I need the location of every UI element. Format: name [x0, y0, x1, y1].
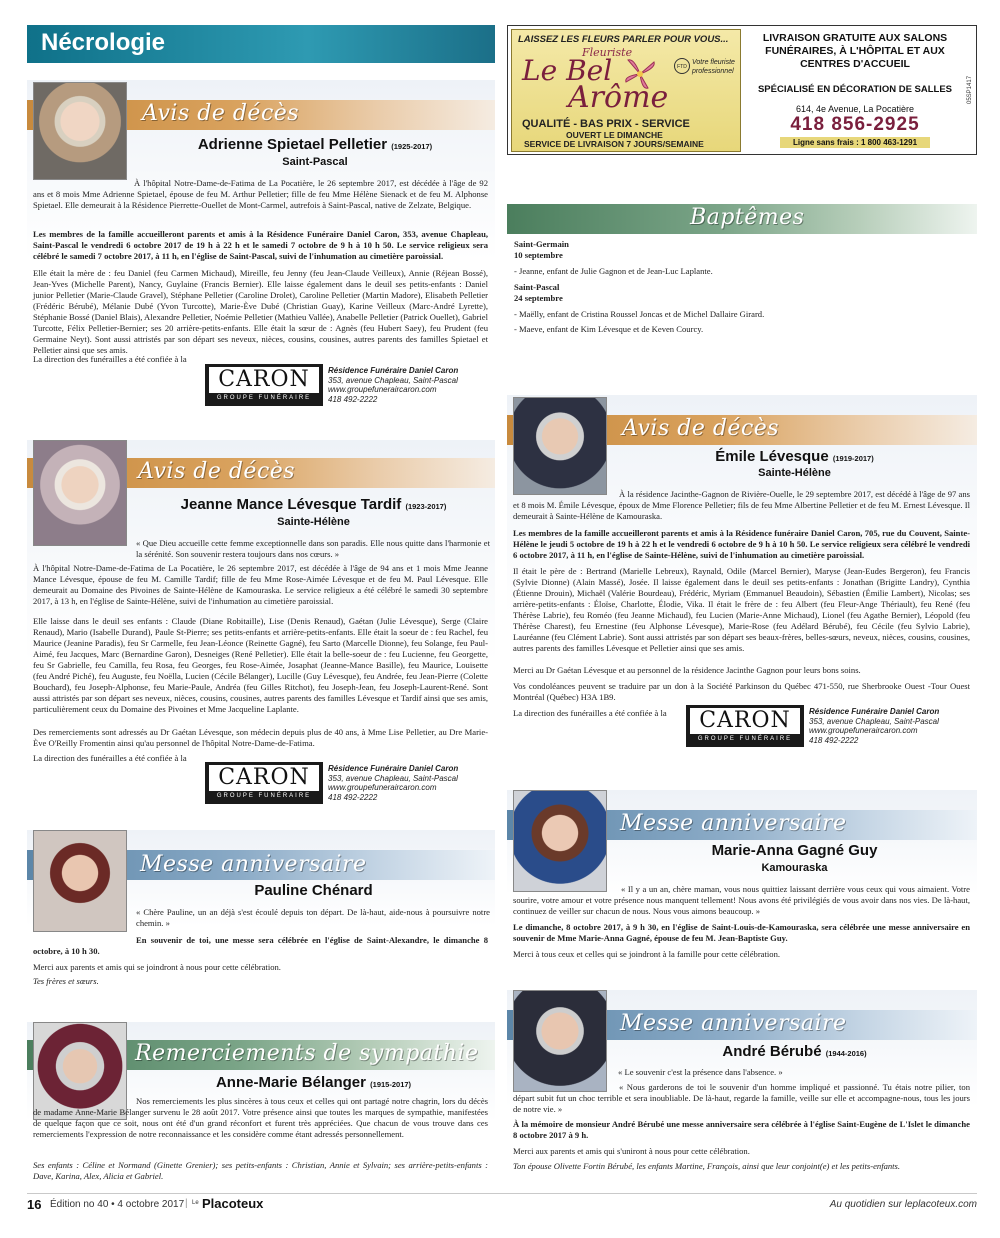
name-text: Émile Lévesque: [715, 448, 829, 465]
section-header: [27, 25, 495, 63]
name-text: André Bérubé: [722, 1043, 822, 1060]
ad-code: 05SP1417: [967, 75, 973, 104]
baptism-place: Saint-Germain: [514, 239, 569, 249]
paragraph: Elle était la mère de : feu Daniel (feu Carmen Michaud), Mireille, feu Jenny (feu Jean-Claude Veilleux), Annie (Réjean Bossé), Jean-Yves (Michelle Parent), Nancy, Guylaine (Francis Bernier). Elle laisse également dans le deuil ses petits-enfants : Daniel junior Pelletier (Marie-Claude Gravel), Stéphane Pelletier (Caroline Drolet), Caroline Pelletier (Martin Madore), Elisabeth Pelletier (Frédéric Bérubé), Mélanie Dubé (Yvon Turcotte), Marie-Ève Dubé (Christian Guay), Karine Veilleux (Marc-André Lyrette), Stéphanie Bossé (Daniel Blais), Alexandre Pelletier, Noémie Pelletier (Mathieu Vallée), Anabelle Pelletier (Patrick Ouellet), Gabriel Turcotte, Félix Pelletier-Bernier; ses 20 arrière-petits-enfants. Elle était la sœur de : Agnès (feu Hubert Saey), feu Prudent (feu Germaine Neyt). Sont aussi attristés par son départ ses neveux, nièces, cousins, cousines, autres parents des familles Spietael et Pelletier ainsi que ses amis.: [33, 268, 488, 355]
portrait-photo: [513, 990, 607, 1092]
caron-web[interactable]: www.groupefuneraircaron.com: [809, 726, 918, 735]
portrait-photo: [513, 397, 607, 495]
ad-sans-frais: Ligne sans frais : 1 800 463-1291: [780, 137, 930, 148]
florist-ad[interactable]: [507, 25, 977, 155]
caron-wordmark: CARON: [209, 367, 319, 393]
paragraph: Les membres de la famille accueilleront parents et amis à la Résidence funéraire Daniel Caron, 705, rue du Couvent, Sainte-Hélène le jeudi 5 octobre de 19 h à 22 h et le vendredi 6 octobre de 9 h à 10 h 50. Le service religieux sera célébré le vendredi 6 octobre 2017, à 11 h, en l'église de Sainte-Hélène, suivi de l'inhumation au cimetière paroissial.: [513, 528, 970, 560]
banner-title: Avis de décès: [138, 459, 296, 484]
caron-logo: [205, 364, 323, 406]
ad-phone[interactable]: 418 856-2925: [790, 114, 920, 135]
years-text: (1923-2017): [405, 502, 447, 511]
paragraph: À la mémoire de monsieur André Bérubé une messe anniversaire sera célébrée à l'église Saint-Eugène de L'Islet le dimanche 8 octobre 2017 à 9 h.: [513, 1119, 970, 1140]
caron-phone: 418 492-2222: [809, 735, 859, 745]
paragraph: Merci au Dr Gaétan Lévesque et au personnel de la résidence Jacinthe Gagnon pour leurs bons soins.: [513, 665, 861, 675]
paragraph: Elle laisse dans le deuil ses enfants : Claude (Diane Robitaille), Lise (Denis Renaud), Gaétan (Julie Lévesque), Serge (Claire Renaud), Mario (Isabelle Durand), Paule St-Pierre; ses petits-enfants et arrière-petits-enfants. Elle était la soeur de : feu Rachel, feu Maurice (Jeanine Paradis), feu Sr Carmelle, feu Jean-Léonce (Reinette Gagné), feu Sarto (Marcelle Dionne), feu Solange, feu Paul-Aimé, feu Jacques, Marc (Bernardine Garon), Desneiges (René Pelletier). Elle était la belle-soeur de : feu Lucienne, feu Georgette, feu Sr Gabrielle, feu Camilla, feu Rosa, feu Georges, feu Rose-Aimée, Josaphat (Jeanne-Mance Basille), feu Maurice, Louisette (feu André Piché), feu Auguste, feu Noëlla, Lucien (Cécile Bélanger), Lucille (Guy Lévesque), feu Andrée, feu Jean-Pierre (Colette Bouchard), feu Joseph-Alphonse, feu Marie-Paule, Andréa (feu Gilles Ritchot), feu Joseph-Jean, feu Joseph-Laurent-René. Sont aussi attristés par son départ ses neveux, nièces, cousins, cousines, autres parents des familles Lévesque et Tardif ainsi que ses amis, particulièrement ceux du Domaine des Pivoines et Mme Jacqueline Laplante.: [33, 616, 488, 714]
paragraph: À la résidence Jacinthe-Gagnon de Rivière-Ouelle, le 29 septembre 2017, est décédé à l'âge de 97 ans et 8 mois M. Émile Lévesque, époux de Mme Florence Pelletier; fils de feu Mme Albertine Pelletier et de feu M. Ernest Lévesque. Il demeurait à Sainte-Hélène de Kamouraska.: [513, 489, 970, 521]
obituary-name: [612, 448, 977, 465]
years-text: (1925-2017): [391, 142, 433, 151]
ad-votre-fleuriste: Votre fleuriste professionnel: [692, 59, 735, 75]
baptism-date: 24 septembre: [514, 293, 563, 303]
caron-info: [809, 707, 939, 745]
caron-address: 353, avenue Chapleau, Saint-Pascal: [328, 773, 458, 783]
caron-wordmark: CARON: [209, 765, 319, 791]
portrait-photo: [33, 830, 127, 932]
caron-web[interactable]: www.groupefuneraircaron.com: [328, 385, 437, 394]
caron-info: [328, 764, 458, 802]
paragraph: La direction des funérailles a été confiée à la: [33, 354, 187, 364]
ad-fleuriste: Fleuriste: [582, 46, 633, 59]
paragraph: À l'hôpital Notre-Dame-de-Fatima de La Pocatière, le 26 septembre 2017, est décédée à l'âge de 94 ans et 1 mois Mme Jeanne Mance Lévesque, épouse de feu M. Camille Tardif; fille de feu Mme Rose-Aimée Lévesque et de feu M. Paul Lévesque. Elle demeurait au Domaine des Pivoines de Sainte-Hélène de Kamouraska. Le service religieux a été célébré le samedi 30 septembre 2017, à 13 h, en l'église de Sainte-Hélène, suivi de l'inhumation au cimetière paroissial.: [33, 563, 488, 606]
caron-address: 353, avenue Chapleau, Saint-Pascal: [809, 716, 939, 726]
paragraph: Merci à tous ceux et celles qui se joindront à la famille pour cette célébration.: [513, 949, 781, 959]
banner-title: Avis de décès: [142, 101, 300, 126]
ad-slogan: QUALITÉ - BAS PRIX - SERVICE: [522, 118, 690, 130]
years-text: (1919-2017): [832, 454, 874, 463]
years-text: (1915-2017): [370, 1080, 412, 1089]
paragraph: Nos remerciements les plus sincères à tous ceux et celles qui ont partagé notre chagrin, lors du décès de madame Anne-Marie Bélanger survenu le 28 août 2017. Votre présence ainsi que toutes les marques de sympathie, manifestées de quelque façon que ce soit, nous ont été d'un grand réconfort et furent très appréciées. Que chacun de vous trouve dans ces remerciements l'expression de notre reconnaissance et les considère comme étant adressés personnellement.: [33, 1096, 488, 1139]
footer-separator: |: [185, 1198, 188, 1209]
ad-livraison: LIVRAISON GRATUITE AUX SALONS FUNÉRAIRES, À L'HÔPITAL ET AUX CENTRES D'ACCUEIL: [762, 32, 948, 70]
ad-tagline: LAISSEZ LES FLEURS PARLER POUR VOUS...: [518, 34, 729, 45]
obituary-name: [132, 496, 495, 513]
page-number: 16: [27, 1197, 42, 1212]
banner-title: Remerciements de sympathie: [135, 1041, 479, 1066]
quote-paragraph: « Nous garderons de toi le souvenir d'un homme impliqué et passionné. Tu étais notre pilier, ton départ subit fut un choc terrible et sera inoubliable. De là-haut, regarde la famille, veille sur elle et accompagne-nous, tous les jours de notre vie. »: [513, 1082, 970, 1114]
baptism-date: 10 septembre: [514, 250, 563, 260]
signature: Ton épouse Olivette Fortin Bérubé, les enfants Martine, François, ainsi que leur conjoint(e) et les petits-enfants.: [513, 1161, 901, 1171]
name-text: Adrienne Spietael Pelletier: [197, 136, 388, 153]
signature: Tes frères et sœurs.: [33, 976, 99, 986]
caron-groupe: GROUPE FUNÉRAIRE: [216, 793, 312, 799]
paragraph: La direction des funérailles a été confiée à la: [33, 753, 187, 763]
name-text: Jeanne Mance Lévesque Tardif: [180, 496, 402, 513]
obituary-place: Sainte-Hélène: [277, 516, 350, 528]
quote-paragraph: « Le souvenir c'est la présence dans l'absence. »: [618, 1067, 783, 1077]
quote-paragraph: « Chère Pauline, un an déjà s'est écoulé depuis ton départ. De là-haut, aide-nous à poursuivre notre chemin. »: [136, 907, 490, 928]
quote-paragraph: « Que Dieu accueille cette femme exceptionnelle dans son paradis. Elle nous quitte dans l'harmonie et la sérénité. Son souvenir restera toujours dans nos cœurs. »: [136, 538, 490, 559]
banner-title: Baptêmes: [690, 205, 805, 230]
obituary-place: Saint-Pascal: [282, 156, 348, 168]
edition-info: Édition no 40 • 4 octobre 2017: [50, 1199, 185, 1210]
caron-info: [328, 366, 458, 404]
ad-service: SERVICE DE LIVRAISON 7 JOURS/SEMAINE: [524, 139, 704, 149]
years-text: (1944-2016): [825, 1049, 867, 1058]
portrait-photo: [513, 790, 607, 892]
caron-name: Résidence Funéraire Daniel Caron: [809, 707, 940, 716]
website-link[interactable]: Au quotidien sur leplacoteux.com: [829, 1199, 977, 1210]
banner-title: Messe anniversaire: [140, 852, 367, 877]
paragraph: La direction des funérailles a été confiée à la: [513, 708, 667, 718]
ad-ouvert: OUVERT LE DIMANCHE: [566, 130, 663, 140]
banner-title: Messe anniversaire: [620, 1011, 847, 1036]
baptism-entry: - Jeanne, enfant de Julie Gagnon et de Jean-Luc Laplante.: [514, 266, 713, 276]
baptism-place: Saint-Pascal: [514, 282, 560, 292]
caron-name: Résidence Funéraire Daniel Caron: [328, 764, 459, 773]
baptism-entry: - Maëlly, enfant de Cristina Roussel Joncas et de Michel Dallaire Girard.: [514, 309, 765, 319]
obituary-name: [132, 1074, 495, 1091]
paragraph: Le dimanche, 8 octobre 2017, à 9 h 30, en l'église de Saint-Louis-de-Kamouraska, sera célébrée une messe anniversaire en souvenir de Mme Marie-Anna Gagné, épouse de feu M. Jean-Baptiste Guy.: [513, 922, 970, 943]
paragraph: Merci aux parents et amis qui s'uniront à nous pour cette célébration.: [513, 1146, 750, 1156]
paragraph: À l'hôpital Notre-Dame-de-Fatima de La Pocatière, le 26 septembre 2017, est décédée à l'âge de 92 ans et 8 mois Mme Adrienne Spietael, épouse de feu M. Arthur Pelletier; fille de feu Mme Hélène Sienack et de feu M. Alphonse Spietael. Elle demeurait à la Résidence Pierrette-Ouellet de Mont-Carmel, autrefois à Saint-Pascal, native de Zelzate, Belgique.: [33, 178, 488, 210]
portrait-photo: [33, 82, 127, 180]
baptism-entry: - Maeve, enfant de Kim Lévesque et de Keven Courcy.: [514, 324, 704, 334]
ad-brand-2: Arôme: [568, 80, 669, 115]
signature: Ses enfants : Céline et Normand (Ginette Grenier); ses petits-enfants : Christian, Annie et Sylvain; ses arrière-petits-enfants : Dave, Karina, Alex, Alicia et Gabriel.: [33, 1160, 488, 1181]
obituary-name: [612, 1043, 977, 1060]
footer-rule: [27, 1193, 977, 1194]
caron-wordmark: CARON: [690, 708, 800, 734]
caron-web[interactable]: www.groupefuneraircaron.com: [328, 783, 437, 792]
obituary-place: Kamouraska: [761, 862, 828, 874]
brand-logo: Placoteux: [202, 1196, 264, 1211]
caron-logo: [686, 705, 804, 747]
obituary-name: Marie-Anna Gagné Guy: [711, 842, 878, 859]
caron-phone: 418 492-2222: [328, 792, 378, 802]
paragraph: En souvenir de toi, une messe sera célébrée en l'église de Saint-Alexandre, le dimanche 8 octobre, à 10 h 30.: [33, 935, 488, 956]
lily-flower-icon: [620, 54, 660, 94]
fto-badge: FTD: [674, 58, 690, 74]
brand-prefix: Le: [192, 1200, 199, 1206]
caron-phone: 418 492-2222: [328, 394, 378, 404]
section-title: Nécrologie: [41, 29, 166, 56]
obituary-place: Sainte-Hélène: [758, 467, 831, 479]
portrait-photo: [33, 440, 127, 546]
paragraph: Merci aux parents et amis qui se joindront à nous pour cette célébration.: [33, 962, 281, 972]
caron-groupe: GROUPE FUNÉRAIRE: [216, 395, 312, 401]
banner-title: Avis de décès: [622, 416, 780, 441]
caron-groupe: GROUPE FUNÉRAIRE: [697, 736, 793, 742]
paragraph: Les membres de la famille accueilleront parents et amis à la Résidence Funéraire Daniel Caron, 353, avenue Chapleau, Saint-Pascal le vendredi 6 octobre 2017 de 19 h à 22 h et le samedi 7 octobre de 9 h à 10 h 50. Le service religieux sera célébré le samedi 7 octobre 2017, à 11 h, en l'église de Saint-Pascal, suivi de l'inhumation au cimetière paroissial.: [33, 229, 488, 261]
ad-brand-1: Le Bel: [522, 54, 613, 87]
caron-address: 353, avenue Chapleau, Saint-Pascal: [328, 375, 458, 385]
quote-paragraph: « Il y a un an, chère maman, vous nous quittiez laissant derrière vous ceux qui vous aimaient. Votre sourire, votre amour et votre présence nous manquent tellement! Nous avons été privilégiés de vous avoir dans nos vies. De là-haut, continuez de veiller sur chacun de nous. Nous vous aimons beaucoup. »: [513, 884, 970, 916]
obituary-name: [135, 136, 495, 153]
caron-name: Résidence Funéraire Daniel Caron: [328, 366, 459, 375]
paragraph: Vos condoléances peuvent se traduire par un don à la Société Parkinson du Québec 471-550, rue Sherbrooke Ouest -Tour Ouest Montréal (Québec) H3A 1B9.: [513, 681, 970, 702]
paragraph: Il était le père de : Bertrand (Marielle Lebreux), Raynald, Odile (Marcel Bernier), Maryse (Jean-Eudes Bergeron), feu Francis (Sylvie Dionne) (Alain Massé), Josée. Il laisse également dans le deuil ses petits-enfants : Jonathan (Brigitte Landry), Cynthia (Étienne Drouin), Michaël (Valérie Bourdeau), Frédéric, Myriam (Emmanuel Beaudoin), Sébastien (Émilie Lambert), Nicolas; ses arrière-petits-enfants : Éloïse, Charlotte, Élodie, Vika. Il était le frère de : feu Albert (feu Fleur-Ange Thériault), feu René (feu Thérèse Labrie), feu Roméo (feu Jeanne Michaud), feu Lucien (Marie-Anne Michaud), Lionel (feu Agathe Bernier), Léopold (feu Thérèse Charest), feu Ernestine (feu Alphonse Lévesque), Marie-Rose (feu Adélard Bérubé), feu Cécile (feu Sylvio Labrie), Lauréanne (feu Clément Labrie). Sont aussi attristés par son départ ses beaux-frères, belles-sœurs, neveux, nièces, cousins, cousines, autres parents des familles Lévesque et Pelletier ainsi que ses amis.: [513, 566, 970, 653]
banner-title: Messe anniversaire: [620, 811, 847, 836]
ad-specialise: SPÉCIALISÉ EN DÉCORATION DE SALLES: [757, 84, 953, 95]
paragraph: Des remerciements sont adressés au Dr Gaétan Lévesque, son médecin depuis plus de 40 ans, à Mme Lise Pelletier, au Dre Marie-Ève O'Reilly Fromentin ainsi qu'au personnel de l'hôpital Notre-Dame-de-Fatima.: [33, 727, 488, 748]
obituary-name: Pauline Chénard: [254, 882, 373, 899]
name-text: Anne-Marie Bélanger: [215, 1074, 366, 1091]
ad-address: 614, 4e Avenue, La Pocatière: [796, 104, 914, 114]
caron-logo: [205, 762, 323, 804]
